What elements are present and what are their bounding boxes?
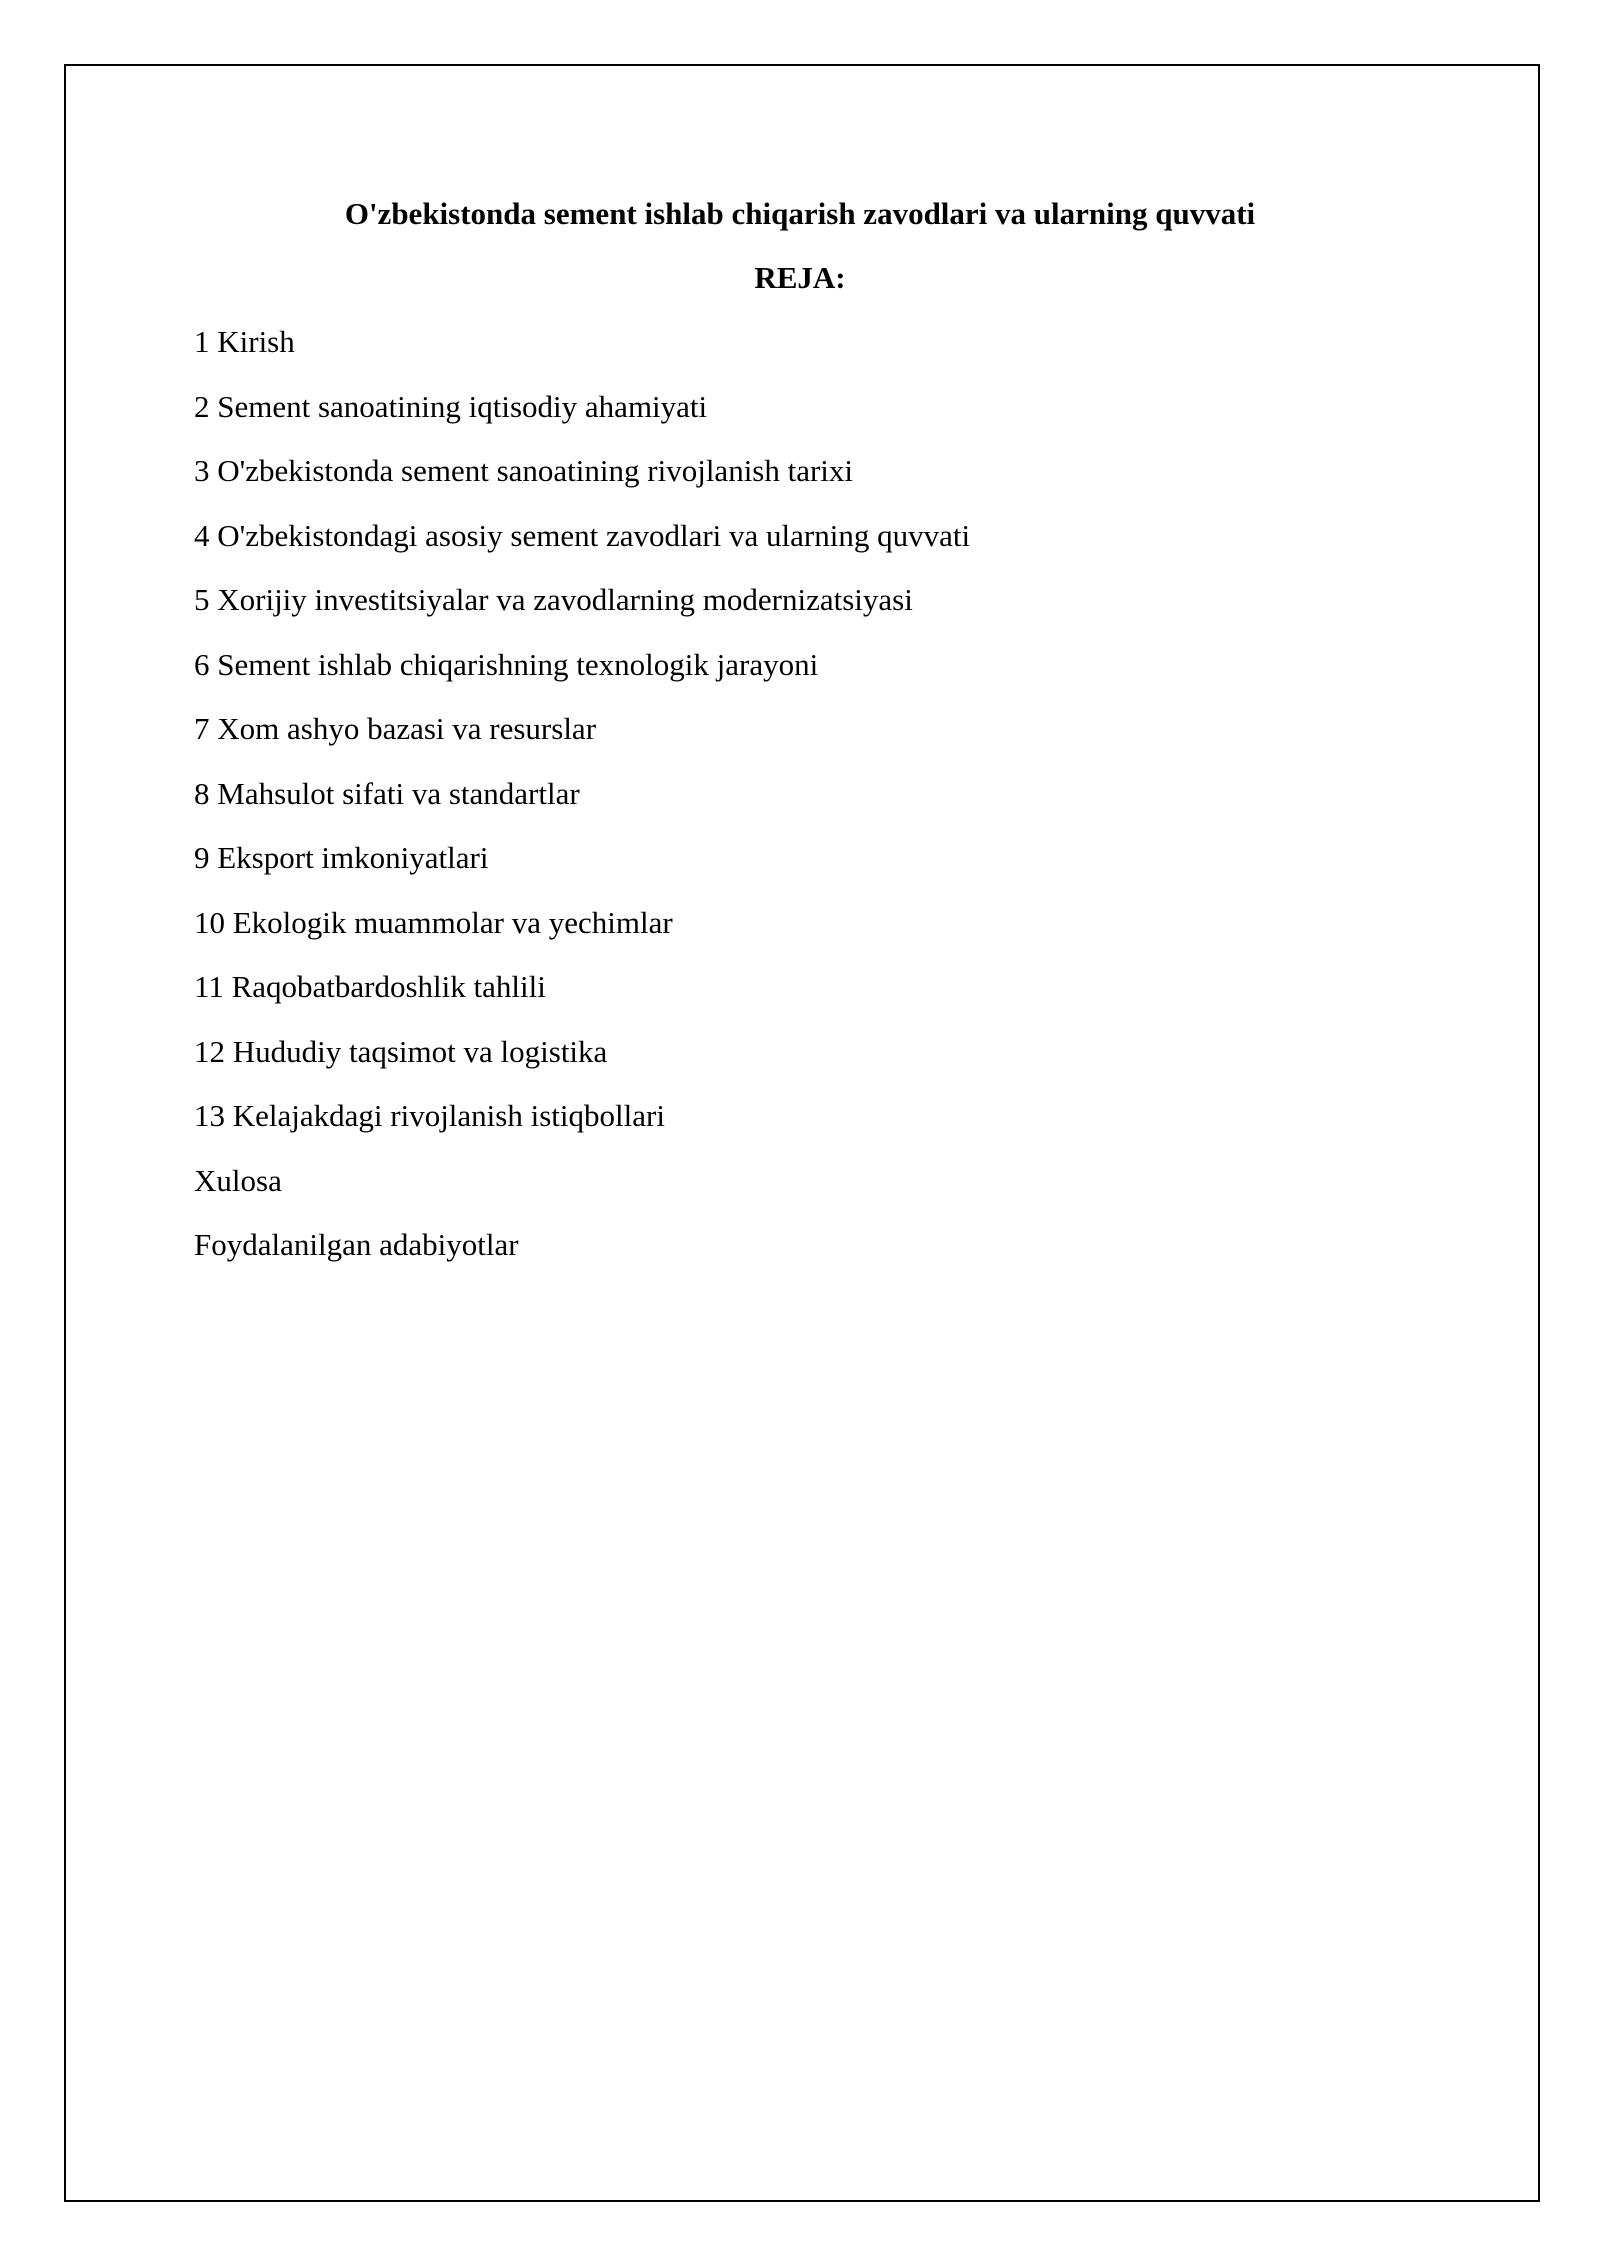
plan-item: 13 Kelajakdagi rivojlanish istiqbollari [194,1098,665,1133]
plan-item: 12 Hududiy taqsimot va logistika [194,1033,608,1069]
plan-item: 2 Sement sanoatining iqtisodiy ahamiyati [194,388,708,424]
plan-list [194,318,970,1286]
plan-item: 6 Sement ishlab chiqarishning texnologik jarayoni [194,646,819,682]
plan-item: 7 Xom ashyo bazasi va resurslar [194,711,597,746]
plan-item: 3 O'zbekistonda sement sanoatining rivojlanish tarixi [194,453,854,488]
plan-item: 11 Raqobatbardoshlik tahlili [194,969,546,1004]
plan-heading: REJA: [754,260,846,295]
plan-item: 4 O'zbekistondagi asosiy sement zavodlari va ularning quvvati [194,517,971,553]
plan-item: 8 Mahsulot sifati va standartlar [194,775,580,811]
plan-item: 1 Kirish [194,324,295,359]
plan-item: Xulosa [194,1162,282,1198]
plan-item: Foydalanilgan adabiyotlar [194,1227,519,1262]
document-title: O'zbekistonda sement ishlab chiqarish zavodlari va ularning quvvati [344,196,1256,231]
plan-item: 5 Xorijiy investitsiyalar va zavodlarning modernizatsiyasi [194,582,913,617]
plan-item: 9 Eksport imkoniyatlari [194,840,489,875]
plan-item: 10 Ekologik muammolar va yechimlar [194,904,673,940]
